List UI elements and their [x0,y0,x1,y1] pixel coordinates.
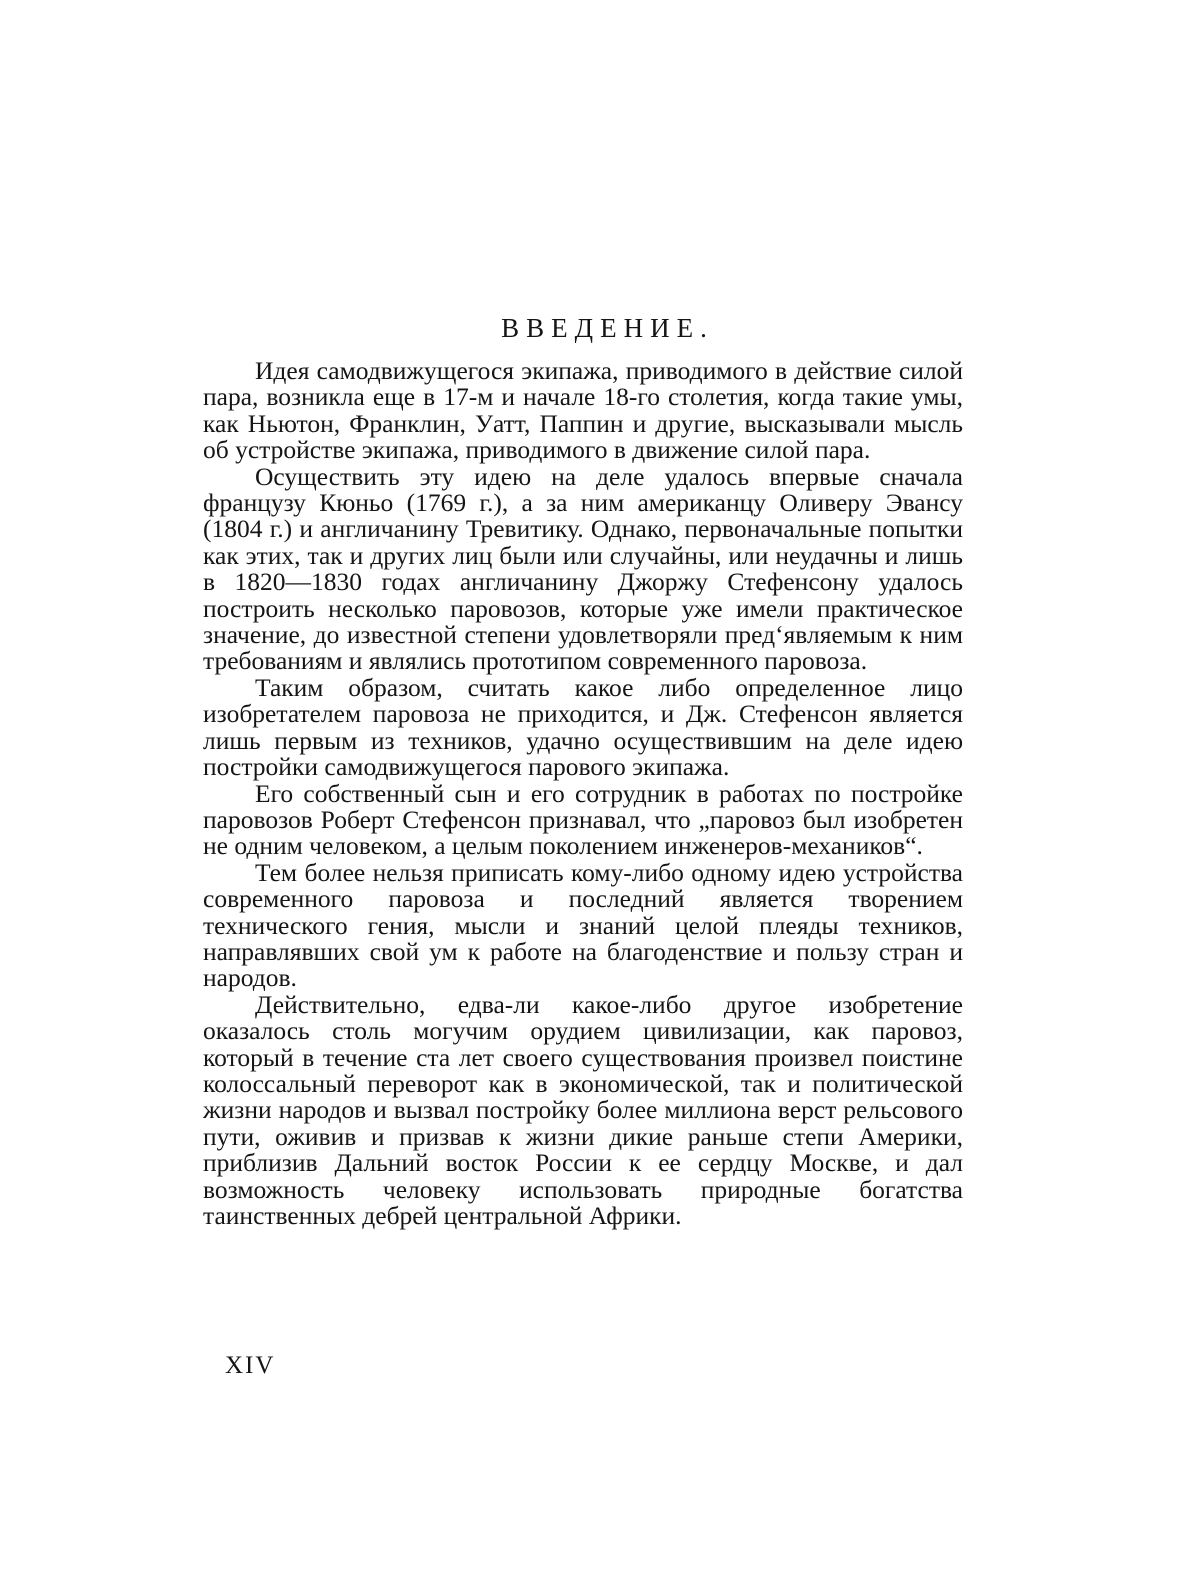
paragraph-5: Тем более нельзя приписать кому-либо одному идею устройства современного паровоза и последний является творением технического гения, мысли и знаний целой плеяды техников, направлявших свой ум к работе на благоденствие и пользу стран и народов. [203,857,963,993]
paragraph-3: Таким образом, считать какое либо определенное лицо изобретателем паровоза не приходится, и Дж. Стефенсон является лишь первым из техников, удачно осуществившим на деле идею постройки самодвижущегося парового экипажа. [203,672,963,782]
paragraph-2: Осуществить эту идею на деле удалось впервые сначала французу Кюньо (1769 г.), а за ним американцу Оливеру Эвансу (1804 г.) и англичанину Тревитику. Однако, первоначальные попытки как этих, так и других лиц были или случайны, или неудачны и лишь в 1820—1830 годах англичанину Джоржу Стефенсону удалось построить несколько паровозов, которые уже имели практическое значение, до известной степени удовлетворяли пред‘являемым к ним требованиям и являлись прототипом современного паровоза. [203,461,963,676]
paragraph-4: Его собственный сын и его сотрудник в работах по постройке паровозов Роберт Стефенсон признавал, что „паровоз был изобретен не одним человеком, а целым поколением инженеров-механиков“. [203,778,963,861]
body-text [203,358,963,1229]
paragraph-1: Идея самодвижущегося экипажа, приводимого в действие силой пара, возникла еще в 17-м и начале 18-го столетия, когда такие умы, как Ньютон, Франклин, Уатт, Паппин и другие, высказывали мысль об устройстве экипажа, приводимого в движение силой пара. [203,356,963,465]
page-number: XIV [225,1352,276,1379]
paragraph-6: Действительно, едва-ли какое-либо другое изобретение оказалось столь могучим орудием цивилизации, как паровоз, который в течение ста лет своего существования произвел поистине колоссальный переворот как в экономической, так и политической жизни народов и вызвал постройку более миллиона верст рельсового пути, оживив и призвав к жизни дикие раньше степи Америки, приблизив Дальний восток России к ее сердцу Москве, и дал возможность человеку использовать природные богатства таинственных дебрей центральной Африки. [203,989,963,1230]
page-title: ВВЕДЕНИЕ. [501,313,714,343]
